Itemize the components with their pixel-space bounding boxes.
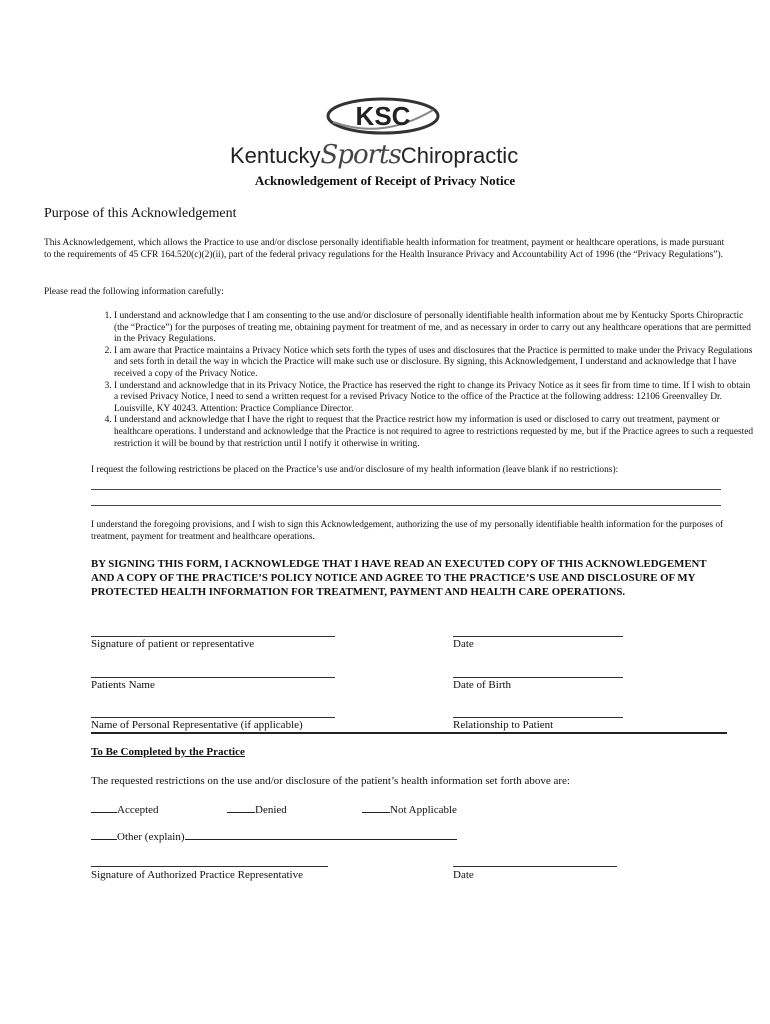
list-item: 1. I understand and acknowledge that I am consenting to the use and/or disclosure of personally identifiable health information about me by Kentucky Sports Chiropractic (the “Practice”) for the purposes of treating me, obtaining payment for treatment of me, and as necessary in order to carry out any healthcare operations that are permitted in the Privacy Regulations. — [114, 311, 754, 346]
ksc-logo — [230, 96, 530, 176]
date-line-2[interactable] — [453, 866, 617, 867]
patient-name-line[interactable] — [91, 677, 335, 678]
brand-sports: Sports — [320, 140, 401, 170]
list-item: 2. I am aware that Practice maintains a Privacy Notice which sets forth the types of uses and disclosures that the Practice is permitted to make under the Privacy Regulations and sets forth in detail the way in whcich the Practice will make such use or disclosure. By signing, this Acknowledgement, I understand and acknowledge that I have received a copy of the Privacy Notice. — [114, 346, 754, 381]
document-title: Acknowledgement of Receipt of Privacy Notice — [254, 173, 516, 188]
brand-chiropractic: Chiropractic — [400, 143, 519, 168]
rep-signature-line[interactable] — [91, 866, 328, 867]
section-divider — [91, 732, 727, 734]
denied-label: Denied — [255, 804, 287, 816]
requested-restrictions-text: The requested restrictions on the use and/or disclosure of the patient’s health information set forth above are: — [91, 775, 570, 787]
restrictions-prompt: I request the following restrictions be placed on the Practice’s use and/or disclosure of my health information (leave blank if no restrictions): — [91, 465, 619, 475]
denied-blank[interactable] — [227, 802, 255, 813]
practice-brand-name — [230, 140, 530, 174]
date-label-1: Date — [453, 638, 474, 650]
brand-kentucky: Kentucky — [230, 143, 321, 168]
acknowledgement-statement: BY SIGNING THIS FORM, I ACKNOWLEDGE THAT I HAVE READ AN EXECUTED COPY OF THIS ACKNOWLEDGEMENT AND A COPY OF THE PRACTICE’S POLICY NOTICE AND AGREE TO THE PRACTICE’S USE AND DISCLOSURE OF MY PROTECTED HEALTH INFORMATION FOR TREATMENT, PAYMENT AND HEALTH CARE OPERATIONS. — [91, 558, 707, 598]
restrictions-line-1[interactable] — [91, 489, 721, 490]
list-item: 3. I understand and acknowledge that in its Privacy Notice, the Practice has reserved the right to change its Privacy Notice as it sees fir from time to time. If I wish to obtain a revised Privacy Notice, I need to send a written request for a revised Privacy Notice to the office of the Practice at the following address: 12106 Greenvalley Dr. Louisville, KY 40243. Attention: Practice Compliance Director. — [114, 381, 754, 416]
restrictions-line-2[interactable] — [91, 505, 721, 506]
section-heading: Purpose of this Acknowledgement — [44, 206, 237, 221]
not-applicable-label: Not Applicable — [390, 804, 457, 816]
intro-paragraph: This Acknowledgement, which allows the Practice to use and/or disclose personally identifiable health information for treatment, payment or healthcare operations, is made pursuant to the requirements of 45 CFR 164.520(c)(2)(ii), part of the federal privacy regulations for the Health Insurance Privacy and Accountability Act of 1996 (the “Privacy Regulations”). — [44, 238, 725, 261]
rep-name-label: Name of Personal Representative (if applicable) — [91, 719, 303, 731]
read-prompt: Please read the following information carefully: — [44, 287, 224, 297]
dob-line[interactable] — [453, 677, 623, 678]
dob-label: Date of Birth — [453, 679, 512, 691]
other-explain-line[interactable] — [185, 829, 457, 840]
practice-section-heading: To Be Completed by the Practice — [91, 746, 245, 758]
other-blank[interactable] — [91, 829, 117, 840]
relationship-line[interactable] — [453, 717, 623, 718]
not-applicable-blank[interactable] — [362, 802, 390, 813]
relationship-label: Relationship to Patient — [453, 719, 554, 731]
date-label-2: Date — [453, 869, 474, 881]
accepted-blank[interactable] — [91, 802, 117, 813]
acknowledgement-list — [90, 311, 754, 450]
patient-name-label: Patients Name — [91, 679, 155, 691]
foregoing-paragraph: I understand the foregoing provisions, and I wish to sign this Acknowledgement, authorizing the use of my personally identifiable health information for the purposes of treatment, payment for treatment and healthcare operations. — [91, 520, 724, 543]
not-applicable-option[interactable] — [362, 802, 457, 816]
ksc-logo-mark — [325, 96, 441, 136]
other-label: Other (explain) — [117, 831, 185, 843]
ksc-logo-text: KSC — [355, 101, 411, 131]
patient-signature-line[interactable] — [91, 636, 335, 637]
patient-signature-label: Signature of patient or representative — [91, 638, 255, 650]
rep-name-line[interactable] — [91, 717, 335, 718]
accepted-option[interactable] — [91, 802, 159, 816]
accepted-label: Accepted — [117, 804, 159, 816]
list-item: 4. I understand and acknowledge that I have the right to request that the Practice restrict how my information is used or disclosed to carry out treatment, payment or healthcare operations. I understand and acknowledge that the Practice is not required to agree to restrictions requested by me, but if the Practice agrees to such a requested restriction it will be bound by that restriction until I notify it otherwise in writing. — [114, 415, 754, 450]
date-line-1[interactable] — [453, 636, 623, 637]
other-option[interactable] — [91, 829, 457, 843]
rep-signature-label: Signature of Authorized Practice Representative — [91, 869, 303, 881]
denied-option[interactable] — [227, 802, 287, 816]
